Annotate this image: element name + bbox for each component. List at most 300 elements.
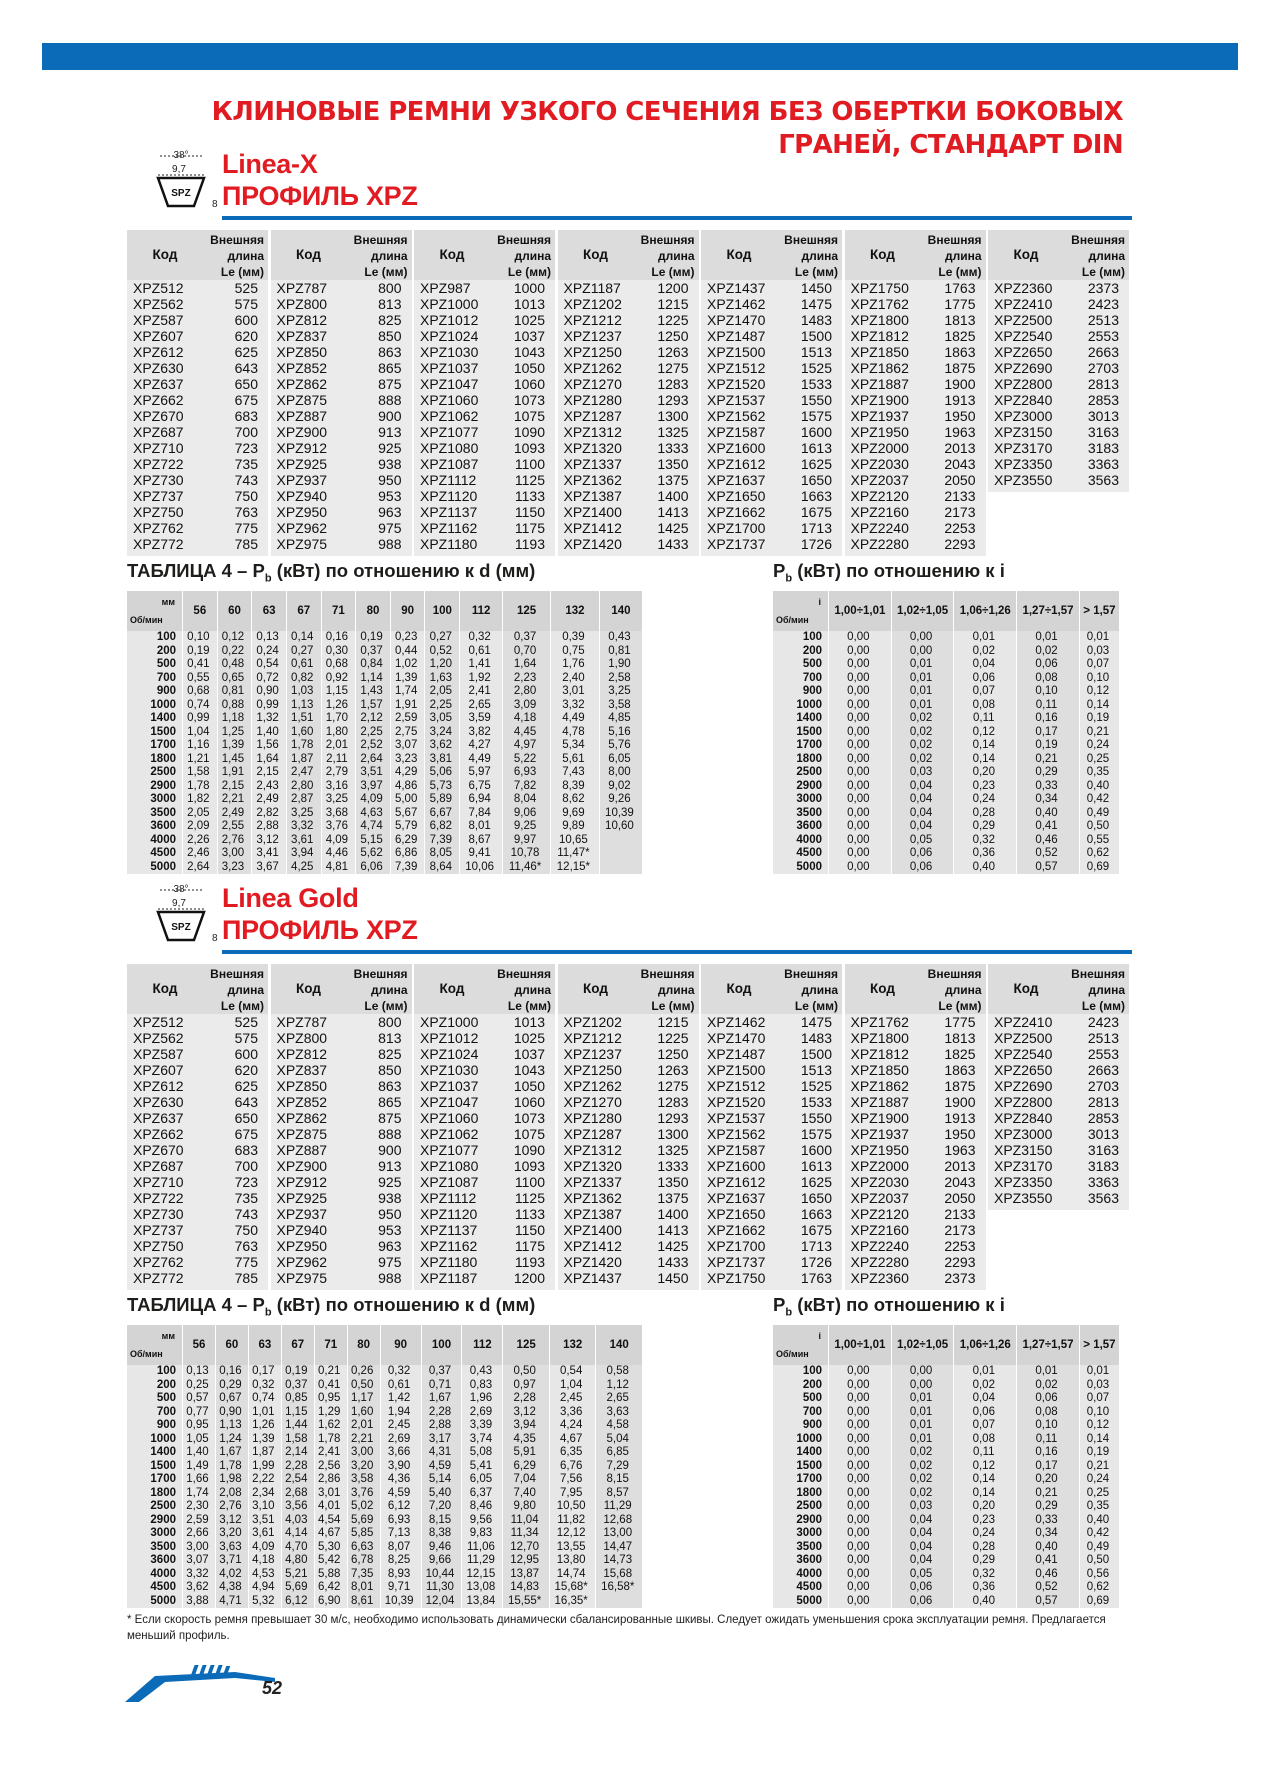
power-cell: 4,86 [390,780,425,794]
length-header-line: Внешняя [784,233,838,247]
table-row [271,1254,412,1270]
power-cell: 1,80 [321,726,356,740]
table-row [127,296,268,312]
code-header: Код [726,247,752,262]
belt-length: 525 [234,1014,258,1030]
rpm-cell: 5000 [773,861,829,875]
power-cell: 0,61 [380,1379,421,1393]
power-cell: 0,12 [954,1460,1017,1474]
belt-code: XPZ2410 [994,1014,1053,1030]
power-cell: 3,00 [347,1446,380,1460]
table-row [271,1270,412,1286]
power-cell: 0,14 [954,753,1017,767]
rpm-cell: 1700 [773,739,829,753]
table-row [845,296,986,312]
length-header-line: длина [370,983,408,997]
column-header: 125 [503,1325,550,1365]
belt-code: XPZ975 [276,1270,328,1286]
belt-code: XPZ1587 [707,1142,766,1158]
belt-length: 2813 [1087,376,1119,392]
belt-code: XPZ687 [133,1158,184,1174]
table-row [414,280,555,296]
belt-code: XPZ1462 [707,1014,766,1030]
belt-length: 1225 [657,1030,689,1046]
table-row [845,360,986,376]
power-cell: 13,08 [462,1581,503,1595]
table-row [127,1568,643,1582]
table-row [271,1062,412,1078]
power-cell: 0,23 [390,631,425,645]
table-row [558,488,699,504]
belt-code: XPZ875 [276,392,328,408]
power-cell: 0,00 [829,1473,892,1487]
belt-code: XPZ587 [133,1046,184,1062]
belt-length: 1300 [657,408,689,424]
table-row [127,392,268,408]
column-header [414,230,555,280]
power-cell: 1,91 [217,766,252,780]
power-cell: 0,00 [829,1446,892,1460]
belt-length: 1275 [657,360,689,376]
power-by-ratio-table [773,1325,1120,1608]
power-cell: 10,39 [380,1595,421,1609]
table-row [127,1094,268,1110]
power-cell: 0,10 [1017,1419,1080,1433]
power-cell: 13,55 [549,1541,596,1555]
power-cell: 0,33 [1017,1514,1080,1528]
belt-code: XPZ925 [276,1190,328,1206]
belt-code: XPZ1862 [850,360,909,376]
belt-length: 683 [234,1142,258,1158]
power-cell: 2,05 [183,807,218,821]
belt-code: XPZ2540 [994,1046,1053,1062]
length-column-body [127,1014,268,1290]
table-row [701,1270,842,1286]
belt-length: 813 [378,1030,402,1046]
rpm-cell: 4000 [773,834,829,848]
power-cell: 1,74 [390,685,425,699]
belt-length: 643 [234,360,258,376]
power-cell: 4,03 [281,1514,314,1528]
length-header-line: длина [944,249,982,263]
power-cell: 0,62 [1079,847,1119,861]
power-cell: 3,67 [252,861,287,875]
power-cell: 6,90 [314,1595,347,1609]
belt-length: 875 [378,1110,402,1126]
code-header: Код [1013,247,1039,262]
power-cell: 0,00 [829,1514,892,1528]
belt-code: XPZ887 [276,1142,328,1158]
length-header-line: Le (мм) [220,265,264,279]
power-cell: 3,20 [347,1460,380,1474]
power-cell: 0,12 [217,631,252,645]
power-cell: 4,25 [286,861,321,875]
power-cell: 9,69 [550,807,599,821]
belt-length: 735 [234,456,258,472]
table-row [414,296,555,312]
belt-length: 1900 [944,376,976,392]
power-cell: 12,68 [596,1514,643,1528]
belt-code: XPZ852 [276,360,328,376]
power-cell: 0,00 [829,645,892,659]
belt-length: 1433 [657,1254,689,1270]
rpm-cell: 500 [127,658,183,672]
belt-length: 1600 [800,424,832,440]
power-cell: 8,01 [460,820,503,834]
power-cell: 10,06 [460,861,503,875]
power-cell: 0,00 [829,766,892,780]
rpm-cell: 4500 [773,847,829,861]
table-row [271,1142,412,1158]
belt-length: 963 [378,504,402,520]
column-header: 140 [596,1325,643,1365]
power-cell: 4,97 [503,739,551,753]
power-cell: 0,11 [1017,1433,1080,1447]
power-cell: 0,33 [1017,780,1080,794]
power-cell: 9,41 [460,847,503,861]
belt-code: XPZ837 [276,328,328,344]
belt-code: XPZ1024 [420,328,479,344]
length-header-line: Внешняя [927,967,982,981]
power-cell: 0,49 [1079,807,1119,821]
belt-length: 775 [234,1254,258,1270]
table-row [127,820,643,834]
power-cell: 3,12 [215,1514,248,1528]
belt-length: 1775 [944,1014,976,1030]
table-caption-d: ТАБЛИЦА $4 - P_b$ (кВт) по отношению к d (мм) [127,1294,536,1319]
power-cell: 3,76 [321,820,356,834]
table-row [271,296,412,312]
table-row [988,408,1129,424]
rpm-cell: 200 [773,645,829,659]
length-header-line: длина [227,983,264,997]
table-row [773,739,1120,753]
table-row [988,472,1129,488]
table-row [845,1238,986,1254]
power-cell: 0,00 [829,793,892,807]
column-header: 90 [390,591,425,631]
power-cell: 0,02 [891,1460,954,1474]
table-row [558,1270,699,1286]
table-row [988,1078,1129,1094]
power-cell: 0,00 [829,1487,892,1501]
power-cell: 2,52 [356,739,391,753]
power-cell: 1,78 [286,739,321,753]
belt-code: XPZ1080 [420,440,479,456]
belt-code: XPZ3350 [994,1174,1053,1190]
power-cell: 2,25 [356,726,391,740]
belt-code: XPZ850 [276,344,328,360]
table-row [271,1174,412,1190]
power-cell: 0,69 [1079,1595,1119,1609]
table-row [271,440,412,456]
belt-length: 2703 [1087,360,1119,376]
belt-length: 1375 [657,472,689,488]
belt-code: XPZ1612 [707,1174,766,1190]
power-cell: 0,50 [1079,1554,1119,1568]
power-cell: 5,15 [356,834,391,848]
power-cell: 1,58 [281,1433,314,1447]
power-cell: 4,29 [390,766,425,780]
table-row [271,1046,412,1062]
power-cell: 0,01 [891,685,954,699]
table-row [127,1254,268,1270]
power-cell: 0,50 [503,1365,550,1379]
belt-length: 1425 [657,520,689,536]
table-row [127,472,268,488]
belt-code: XPZ1850 [850,344,909,360]
length-header [497,232,551,280]
power-cell: 7,84 [460,807,503,821]
length-header-line: длина [514,249,551,263]
power-cell: 11,30 [421,1581,462,1595]
power-cell: 0,42 [1079,793,1119,807]
rpm-cell: 1500 [773,1460,829,1474]
power-cell: 2,28 [281,1460,314,1474]
table-row [773,820,1120,834]
table-row [988,376,1129,392]
table-row [414,392,555,408]
length-header-line: длина [1088,983,1125,997]
power-cell: 0,13 [183,1365,216,1379]
power-cell: 0,16 [1017,712,1080,726]
power-cell: 0,03 [1079,645,1119,659]
power-cell: 2,01 [321,739,356,753]
power-cell: 0,21 [1017,1487,1080,1501]
length-header [354,232,408,280]
table-row [558,1062,699,1078]
belt-length: 1450 [800,280,832,296]
table-row [773,1460,1120,1474]
belt-length: 735 [234,1190,258,1206]
rpm-cell: 900 [127,685,183,699]
table-row [127,1392,643,1406]
power-cell: 9,71 [380,1581,421,1595]
table-row [773,1514,1120,1528]
belt-length: 1263 [657,1062,689,1078]
table-row [127,1500,643,1514]
table-row [558,1190,699,1206]
power-cell: 2,01 [347,1419,380,1433]
power-cell: 5,14 [421,1473,462,1487]
code-header: Код [439,247,465,262]
table-row [127,440,268,456]
table-row [701,1062,842,1078]
belt-code: XPZ912 [276,1174,328,1190]
code-header: Код [152,981,178,996]
power-cell: 0,57 [1017,1595,1080,1609]
belt-length: 1663 [800,1206,832,1222]
power-cell: 3,01 [550,685,599,699]
column-header: 63 [248,1325,281,1365]
power-cell: 0,02 [891,753,954,767]
power-cell: 0,85 [281,1392,314,1406]
table-row [773,1433,1120,1447]
power-cell: 3,58 [347,1473,380,1487]
power-cell: 0,00 [829,1460,892,1474]
table-row [127,658,643,672]
length-header-line: длина [944,983,982,997]
belt-length: 1663 [800,488,832,504]
power-cell: 16,58* [596,1581,643,1595]
power-cell: 1,12 [596,1379,643,1393]
belt-code: XPZ925 [276,456,328,472]
table-row [127,504,268,520]
belt-code: XPZ1462 [707,296,766,312]
belt-code: XPZ1270 [563,376,622,392]
power-cell: 1,64 [503,658,551,672]
belt-code: XPZ2120 [850,488,909,504]
power-cell: 0,57 [1017,861,1080,875]
power-cell: 0,07 [954,1419,1017,1433]
column-header: 1,00÷1,01 [829,591,892,631]
power-cell: 2,54 [281,1473,314,1487]
power-cell: 2,09 [183,820,218,834]
belt-code: XPZ1077 [420,424,479,440]
belt-length: 1875 [944,1078,976,1094]
table-row [845,1062,986,1078]
rpm-cell: 2900 [127,780,183,794]
column-header: 56 [183,591,218,631]
belt-code: XPZ1362 [563,1190,622,1206]
length-header-line: длина [801,983,838,997]
power-cell: 1,60 [286,726,321,740]
power-cell: 8,61 [347,1595,380,1609]
power-cell: 4,35 [503,1433,550,1447]
power-cell: 2,58 [599,672,642,686]
length-column-body [988,280,1129,492]
power-cell: 8,39 [550,780,599,794]
power-cell: 0,29 [954,1554,1017,1568]
belt-code: XPZ730 [133,472,184,488]
power-cell: 1,99 [248,1460,281,1474]
belt-length: 1193 [514,536,545,552]
table-row [701,488,842,504]
rpm-cell: 1800 [127,1487,183,1501]
belt-code: XPZ762 [133,520,184,536]
column-header: 112 [460,591,503,631]
belt-length: 1025 [513,312,545,328]
power-cell: 5,32 [248,1595,281,1609]
belt-length: 2133 [944,488,976,504]
belt-code: XPZ1030 [420,344,479,360]
power-cell: 0,68 [183,685,218,699]
power-cell: 10,78 [503,847,551,861]
table-row [127,1222,268,1238]
belt-code: XPZ1202 [563,296,622,312]
power-cell: 1,15 [281,1406,314,1420]
belt-length: 1825 [944,328,976,344]
power-cell: 0,95 [314,1392,347,1406]
power-cell: 2,21 [217,793,252,807]
belt-length: 1475 [800,1014,832,1030]
power-cell: 0,06 [954,1406,1017,1420]
header-row [127,591,643,631]
table-row [845,536,986,552]
length-column [845,964,986,1290]
table-row [845,1094,986,1110]
table-row [127,1158,268,1174]
belt-length: 2133 [944,1206,976,1222]
power-cell: 2,14 [281,1446,314,1460]
power-cell: 0,19 [356,631,391,645]
belt-length: 2043 [944,1174,976,1190]
power-cell: 0,02 [891,726,954,740]
power-cell: 2,28 [503,1392,550,1406]
belt-code: XPZ1280 [563,392,622,408]
belt-length: 620 [234,328,258,344]
power-cell: 0,00 [829,1581,892,1595]
power-cell: 9,26 [599,793,642,807]
table-row [988,392,1129,408]
power-cell: 7,39 [425,834,460,848]
power-cell: 2,64 [183,861,218,875]
power-cell: 1,70 [321,712,356,726]
belt-length: 2663 [1087,1062,1119,1078]
table-row [701,360,842,376]
belt-code: XPZ1000 [420,296,479,312]
belt-length: 950 [378,1206,402,1222]
power-cell: 0,75 [550,645,599,659]
rpm-cell: 1000 [127,1433,183,1447]
power-cell: 1,18 [217,712,252,726]
power-cell: 6,67 [425,807,460,821]
corner-bottom-label: Об/мин [776,615,809,625]
belt-length: 863 [378,344,402,360]
table-row [127,1046,268,1062]
table-row [845,1222,986,1238]
power-cell: 0,00 [829,780,892,794]
table-row [773,1595,1120,1609]
power-cell: 0,24 [954,793,1017,807]
belt-length: 700 [234,1158,258,1174]
diagram-width-label: 9,7 [172,898,186,909]
belt-length: 2253 [944,520,976,536]
power-cell: 1,57 [356,699,391,713]
corner-bottom-label: Об/мин [130,1349,163,1359]
power-cell: 9,46 [421,1541,462,1555]
belt-length: 1075 [513,408,545,424]
belt-code: XPZ1600 [707,440,766,456]
belt-code: XPZ662 [133,1126,184,1142]
power-cell: 0,24 [252,645,287,659]
length-header-line: Le (мм) [938,999,982,1013]
table-row [127,807,643,821]
length-column-body [701,280,842,556]
belt-code: XPZ800 [276,296,328,312]
power-cell: 3,71 [215,1554,248,1568]
belt-code: XPZ2280 [850,536,909,552]
table-row [773,1500,1120,1514]
power-cell: 4,67 [314,1527,347,1541]
table-row [845,392,986,408]
table-row [773,847,1120,861]
table-row [773,861,1120,875]
belt-code: XPZ1762 [850,296,909,312]
belt-length: 2703 [1087,1078,1119,1094]
power-cell: 0,10 [1079,1406,1119,1420]
power-cell: 0,02 [1017,1379,1080,1393]
power-cell: 12,15* [550,861,599,875]
belt-code: XPZ662 [133,392,184,408]
belt-length: 1037 [513,328,545,344]
table-row [988,1062,1129,1078]
table-row [127,1110,268,1126]
power-cell: 4,67 [549,1433,596,1447]
power-cell: 2,66 [183,1527,216,1541]
power-cell: 1,67 [421,1392,462,1406]
power-cell: 0,24 [954,1527,1017,1541]
